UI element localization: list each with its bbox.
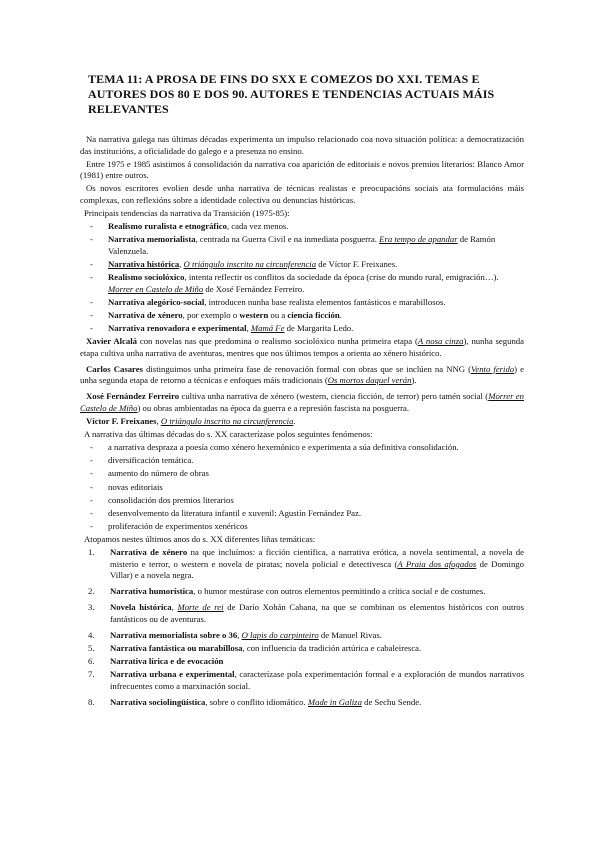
intro-paragraph-2: Entre 1975 e 1985 asistimos á consolidación da narrativa coa aparición de editoriais e novos premios literarios: Blanco Amor (1981) entre outros. [80,158,524,181]
work-title: O triángulo inscrito na circunferencia [183,258,317,269]
author-alcala: Xavier Alcalá con novelas nas que predomina o realismo sociolóxico nunha primeira etapa (A nosa cinza), nunha segunda etapa cultiva unha narrativa de aventuras, mentres que nos últimos tempos a orienta ao xénero histórico. [80,336,525,358]
work-title: Morrer en Castelo de Miño [80,391,524,413]
fenomeno-item: - consolidación dos premios literarios [80,495,524,507]
tendencia-item: - Narrativa histórica, O triángulo inscrito na circunferencia de Víctor F. Freixanes. [80,259,524,271]
author-ferreiro: Xosé Fernández Ferreiro cultiva unha narrativa de xénero (western, ciencia ficción, de terror) pero tamén social (Morrer en Castelo de Miño) ou obras ambientadas na época da guerra e a represión fascista na posguerra. [80,391,524,413]
fenomeno-item: - proliferación de experimentos xenéricos [80,521,524,533]
author-casares: Carlos Casares distinguimos unha primeira fase de renovación formal con obras que se inclúen na NNG (Vento ferido) e unha segunda etapa de retorno a técnicas e enfoques máis tradicionais (Os mortos daquel verán). [80,363,524,386]
work-title: Made in Galiza [307,697,362,708]
linea-item: 6. Narrativa lírica e de evocación [88,656,224,667]
intro-paragraph-3: Os novos escritores evolien desde unha narrativa de técnicas realistas e preocupacións sociais ata formulacións máis complexas, con reflexións sobre a identidade colectiva ou denuncias históricas. [80,183,524,205]
fenomeno-item: - desenvolvemento da literatura infantil e xuvenil: Agustín Fernández Paz. [80,508,524,520]
tendencias-heading: Principais tendencias da narrativa da Transición (1975-85): [84,208,290,219]
work-title: Morte de rei [177,602,224,613]
tendencia-item: - Narrativa memorialista, centrada na Guerra Civil e na inmediata posguerra. Era tempo de apandar de Ramón Valenzuela. [80,234,524,257]
work-title: Morrer en Castelo de Miño [108,283,204,294]
work-title: O lapis do carpinteiro [241,630,319,641]
work-title: Mamá Fe [250,322,285,333]
page-title: TEMA 11: A PROSA DE FINS DO SXX E COMEZOS DO XXI. TEMAS E AUTORES DOS 80 E DOS 90. AUTORES E TENDENCIAS ACTUAIS MÁIS RELEVANTES [88,72,495,116]
work-title: A nosa cinza [417,336,464,346]
fenomeno-item: - novas editoriais [80,482,524,494]
tendencia-item: - Narrativa alegórico-social, introducen nunha base realista elementos fantásticos e marabillosos. [80,297,524,309]
linea-item: 1. Narrativa de xénero na que incluímos: a ficción científica, a narrativa erótica, a novela sentimental, a novela de misterio e terror, o western e novela de piratas; novela policial e detectivesca (A Praia dos afogados de Domingo Villar) e a novela negra. [88,547,524,581]
fenomeno-item: - aumento do número de obras [80,468,524,480]
work-title: Os mortos daquel verán [327,375,412,386]
fenomeno-item: - diversificación temática. [80,455,524,467]
linea-item: 4. Narrativa memorialista sobre o 36, O lapis do carpinteiro de Manuel Rivas. [88,630,382,641]
fenomeno-item: - a narrativa despraza a poesía como xénero hexemónico e experimenta a súa definitiva consolidación. [80,442,524,454]
linea-item: 8. Narrativa sociolingüística, sobre o conflito idiomático. Made in Galiza de Sechu Sende. [88,697,422,708]
work-title: O triángulo inscrito na circunferencia [160,416,294,427]
tendencia-item: - Realismo ruralista e etnográfico, cada vez menos. [80,221,524,233]
tendencia-item: - Narrativa renovadora e experimental, Mamá Fe de Margarita Ledo. [80,323,524,335]
work-title: A Praia dos afogados [397,558,477,569]
work-title: Era tempo de apandar [379,234,458,245]
anos80-intro: A narrativa das últimas décadas do s. XX caracterízase polos seguintes fenómenos: [84,429,373,440]
author-freixanes: Víctor F. Freixanes, O triángulo inscrito na circunferencia. [86,416,296,427]
linea-item: 7. Narrativa urbana e experimental, caracterízase pola experimentación formal e a exploración de mundos narrativos infrecuentes como a marxinación social. [88,669,525,691]
work-title: Vento ferido [471,363,515,374]
document-body [80,134,524,710]
tendencia-item: - Realismo sociolóxico, intenta reflectir os conflitos da sociedade da época (crise do mundo rural, emigración…). Morrer en Castelo de Miño de Xosé Fernández Ferreiro. [80,272,524,295]
linea-item: 2. Narrativa humorística, o humor mestúrase con outros elementos permitindo a crítica social e de costumes. [88,586,486,597]
tendencia-item: - Narrativa de xénero, por exemplo o western ou a ciencia ficción. [80,310,524,322]
linas-intro: Atopamos nestes últimos anos do s. XX diferentes liñas temáticas: [84,533,316,544]
linea-item: 5. Narrativa fantástica ou marabillosa, con influencia da tradición artúrica e cabaleiresca. [88,643,422,654]
linea-item: 3. Novela histórica, Morte de rei de Darío Xohán Cabana, na que se combinan os elementos históricos con outros fantásticos ou de aventuras. [88,602,524,624]
intro-paragraph-1: Na narrativa galega nas últimas décadas experimenta un impulso relacionado coa nova situación política: a democratización das institucións, a oficialidade do galego e a presenza no ensino. [80,134,524,156]
